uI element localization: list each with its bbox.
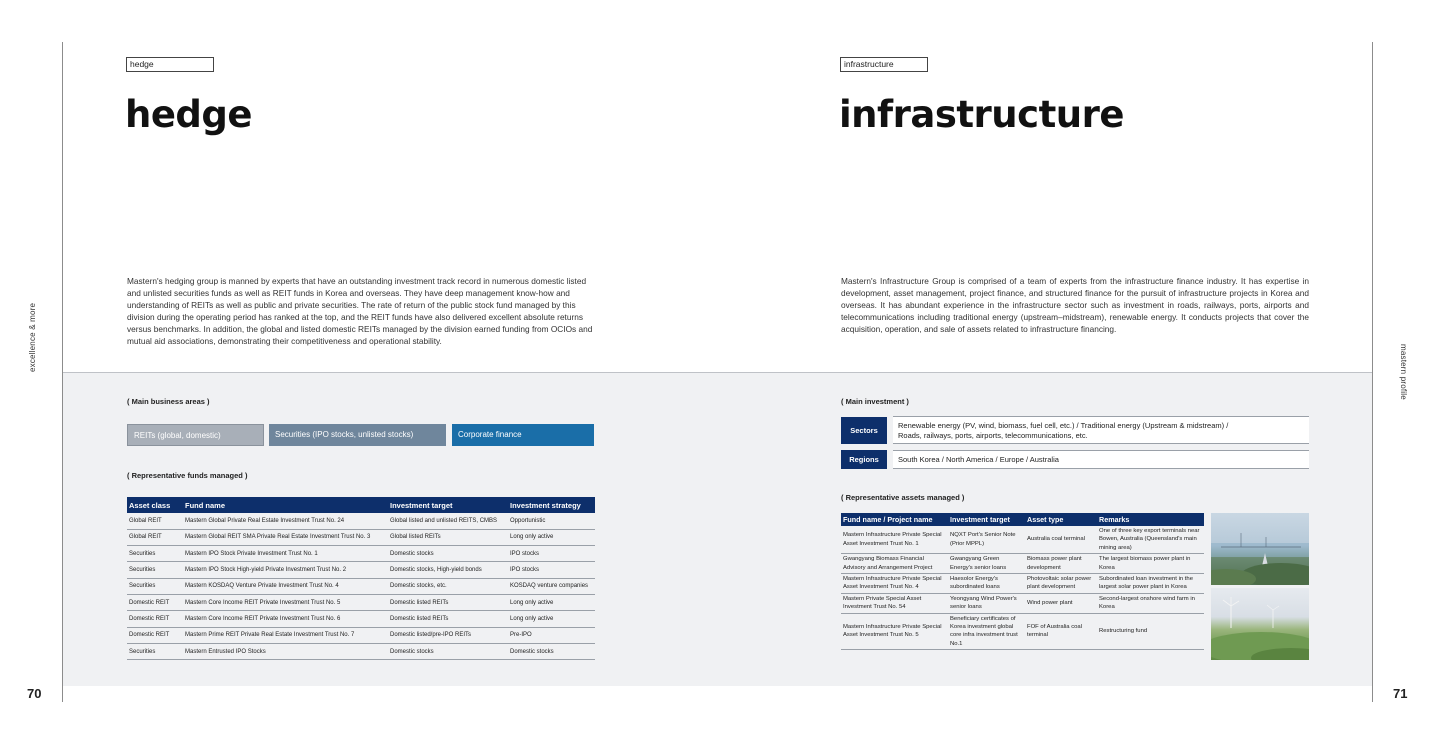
assets-cell: One of three key export terminals near Bowen, Australia (Queensland's main mining area) bbox=[1097, 526, 1204, 554]
assets-cell: Mastern Infrastructure Private Special Asset Investment Trust No. 4 bbox=[841, 574, 948, 594]
regions-label: Regions bbox=[841, 450, 887, 469]
hedge-tag: hedge bbox=[126, 57, 214, 72]
left-side-label: excellence & more bbox=[28, 302, 37, 372]
funds-row bbox=[127, 611, 595, 627]
assets-cell: Gwangyang Green Energy's senior loans bbox=[948, 554, 1025, 574]
funds-cell: IPO stocks bbox=[508, 562, 595, 578]
funds-cell: Domestic listed REITs bbox=[388, 594, 508, 610]
funds-row bbox=[127, 529, 595, 545]
assets-cell: NQXT Port's Senior Note (Prior MPPL) bbox=[948, 526, 1025, 554]
assets-cell: The largest biomass power plant in Korea bbox=[1097, 554, 1204, 574]
funds-cell: Domestic stocks bbox=[388, 546, 508, 562]
funds-cell: Domestic stocks, High-yield bonds bbox=[388, 562, 508, 578]
funds-cell: Domestic stocks bbox=[388, 643, 508, 659]
assets-header-cell: Asset type bbox=[1025, 513, 1097, 526]
funds-cell: Domestic REIT bbox=[127, 594, 183, 610]
assets-table bbox=[841, 513, 1204, 650]
port-photo-graphic bbox=[1211, 513, 1309, 585]
funds-row bbox=[127, 562, 595, 578]
funds-cell: KOSDAQ venture companies bbox=[508, 578, 595, 594]
assets-cell: Wind power plant bbox=[1025, 593, 1097, 613]
funds-cell: Securities bbox=[127, 578, 183, 594]
assets-label: ( Representative assets managed ) bbox=[841, 493, 965, 502]
funds-header-cell: Investment strategy bbox=[508, 497, 595, 513]
assets-cell: Second-largest onshore wind farm in Korea bbox=[1097, 593, 1204, 613]
funds-header-cell: Fund name bbox=[183, 497, 388, 513]
funds-cell: Opportunistic bbox=[508, 513, 595, 529]
assets-row bbox=[841, 526, 1204, 554]
funds-cell: Global listed REITs bbox=[388, 529, 508, 545]
right-page-number: 71 bbox=[1393, 686, 1408, 701]
assets-cell: Mastern Private Special Asset Investment Trust No. 54 bbox=[841, 593, 948, 613]
funds-row bbox=[127, 578, 595, 594]
port-photo bbox=[1211, 513, 1309, 585]
funds-cell: Global REIT bbox=[127, 529, 183, 545]
wind-farm-photo bbox=[1211, 588, 1309, 660]
funds-cell: Domestic REIT bbox=[127, 611, 183, 627]
funds-cell: Mastern KOSDAQ Venture Private Investment Trust No. 4 bbox=[183, 578, 388, 594]
left-page-number: 70 bbox=[27, 686, 42, 701]
assets-cell: Beneficiary certificates of Korea investment global core infra investment trust No.1 bbox=[948, 613, 1025, 650]
right-side-label: mastern profile bbox=[1399, 344, 1408, 400]
funds-cell: Global REIT bbox=[127, 513, 183, 529]
funds-cell: Long only active bbox=[508, 611, 595, 627]
assets-cell: Haesolor Energy's subordinated loans bbox=[948, 574, 1025, 594]
assets-row bbox=[841, 613, 1204, 650]
funds-label: ( Representative funds managed ) bbox=[127, 471, 248, 480]
business-areas-label: ( Main business areas ) bbox=[127, 397, 210, 406]
funds-header-row bbox=[127, 497, 595, 513]
assets-cell: Yeongyang Wind Power's senior loans bbox=[948, 593, 1025, 613]
funds-header-cell: Asset class bbox=[127, 497, 183, 513]
assets-cell: Australia coal terminal bbox=[1025, 526, 1097, 554]
area-securities: Securities (IPO stocks, unlisted stocks) bbox=[269, 424, 446, 446]
assets-cell: Mastern Infrastructure Private Special Asset Investment Trust No. 5 bbox=[841, 613, 948, 650]
left-margin-rule bbox=[62, 42, 63, 702]
funds-cell: Mastern Entrusted IPO Stocks bbox=[183, 643, 388, 659]
funds-cell: Domestic listed REITs bbox=[388, 611, 508, 627]
area-reits: REITs (global, domestic) bbox=[127, 424, 264, 446]
funds-cell: Pre-IPO bbox=[508, 627, 595, 643]
assets-cell: Biomass power plant development bbox=[1025, 554, 1097, 574]
assets-cell: Restructuring fund bbox=[1097, 613, 1204, 650]
funds-cell: Domestic REIT bbox=[127, 627, 183, 643]
funds-row bbox=[127, 627, 595, 643]
infrastructure-tag: infrastructure bbox=[840, 57, 928, 72]
funds-cell: Long only active bbox=[508, 529, 595, 545]
funds-cell: Long only active bbox=[508, 594, 595, 610]
assets-cell: Mastern Infrastructure Private Special Asset Investment Trust No. 1 bbox=[841, 526, 948, 554]
sectors-value bbox=[893, 416, 1309, 444]
funds-cell: Mastern Global Private Real Estate Investment Trust No. 24 bbox=[183, 513, 388, 529]
assets-header-cell: Fund name / Project name bbox=[841, 513, 948, 526]
funds-cell: Global listed and unlisted REITS, CMBS bbox=[388, 513, 508, 529]
assets-row bbox=[841, 593, 1204, 613]
infrastructure-body: Mastern's Infrastructure Group is comprised of a team of experts from the infrastructure finance industry. It has expertise in development, asset management, project finance, and structured finance for the pursuit of infrastructure projects in Korea and overseas. It has abundant experience in the infrastructure sector such as investment in roads, railways, ports, airports and telecommunications including traditional energy (upstream–midstream), renewable energy. It conducts projects that cover the acquisition, operation, and sale of assets related to infrastructure financing. bbox=[841, 276, 1309, 335]
funds-cell: Securities bbox=[127, 643, 183, 659]
funds-cell: IPO stocks bbox=[508, 546, 595, 562]
funds-cell: Domestic stocks, etc. bbox=[388, 578, 508, 594]
sectors-value-line: Renewable energy (PV, wind, biomass, fuel cell, etc.) / Traditional energy (Upstream & midstream) / bbox=[898, 421, 1229, 430]
funds-cell: Mastern Prime REIT Private Real Estate Investment Trust No. 7 bbox=[183, 627, 388, 643]
funds-header-cell: Investment target bbox=[388, 497, 508, 513]
assets-row bbox=[841, 574, 1204, 594]
funds-table bbox=[127, 497, 595, 660]
funds-cell: Securities bbox=[127, 546, 183, 562]
sectors-value-line: Roads, railways, ports, airports, telecommunications, etc. bbox=[898, 431, 1088, 440]
funds-cell: Domestic stocks bbox=[508, 643, 595, 659]
area-corporate-finance: Corporate finance bbox=[452, 424, 594, 446]
funds-row bbox=[127, 594, 595, 610]
sectors-label: Sectors bbox=[841, 417, 887, 444]
funds-row bbox=[127, 513, 595, 529]
assets-header-cell: Remarks bbox=[1097, 513, 1204, 526]
infrastructure-title: infrastructure bbox=[839, 93, 1124, 136]
right-margin-rule bbox=[1372, 42, 1373, 702]
funds-row bbox=[127, 643, 595, 659]
assets-cell: Photovoltaic solar power plant development bbox=[1025, 574, 1097, 594]
regions-value: South Korea / North America / Europe / Australia bbox=[893, 450, 1309, 469]
wind-farm-photo-graphic bbox=[1211, 588, 1309, 660]
funds-cell: Mastern Global REIT SMA Private Real Estate Investment Trust No. 3 bbox=[183, 529, 388, 545]
assets-cell: Gwangyang Biomass Financial Advisory and Arrangement Project bbox=[841, 554, 948, 574]
assets-cell: FOF of Australia coal terminal bbox=[1025, 613, 1097, 650]
hedge-title: hedge bbox=[125, 93, 252, 136]
funds-cell: Domestic listed/pre-IPO REITs bbox=[388, 627, 508, 643]
funds-cell: Mastern Core Income REIT Private Investment Trust No. 6 bbox=[183, 611, 388, 627]
funds-cell: Mastern IPO Stock High-yield Private Investment Trust No. 2 bbox=[183, 562, 388, 578]
main-investment-label: ( Main investment ) bbox=[841, 397, 909, 406]
assets-header-cell: Investment target bbox=[948, 513, 1025, 526]
funds-cell: Mastern IPO Stock Private Investment Trust No. 1 bbox=[183, 546, 388, 562]
hedge-body: Mastern's hedging group is manned by experts that have an outstanding investment track record in numerous domestic listed and unlisted securities funds as well as REIT funds in Korea and overseas. They have deep management know-how and understanding of REITs as well as public and private securities. The rate of return of the public stock fund managed by this division during the operating period has ranked at the top, and the REIT funds have also delivered excellent absolute returns versus benchmarks. In addition, the global and listed domestic REITs managed by the division earned funding from OCIOs and mutual aid associations, demonstrating their competitiveness and operational stability. bbox=[127, 276, 593, 347]
funds-cell: Mastern Core Income REIT Private Investment Trust No. 5 bbox=[183, 594, 388, 610]
assets-row bbox=[841, 554, 1204, 574]
assets-header-row bbox=[841, 513, 1204, 526]
funds-row bbox=[127, 546, 595, 562]
funds-cell: Securities bbox=[127, 562, 183, 578]
assets-cell: Subordinated loan investment in the largest solar power plant in Korea bbox=[1097, 574, 1204, 594]
